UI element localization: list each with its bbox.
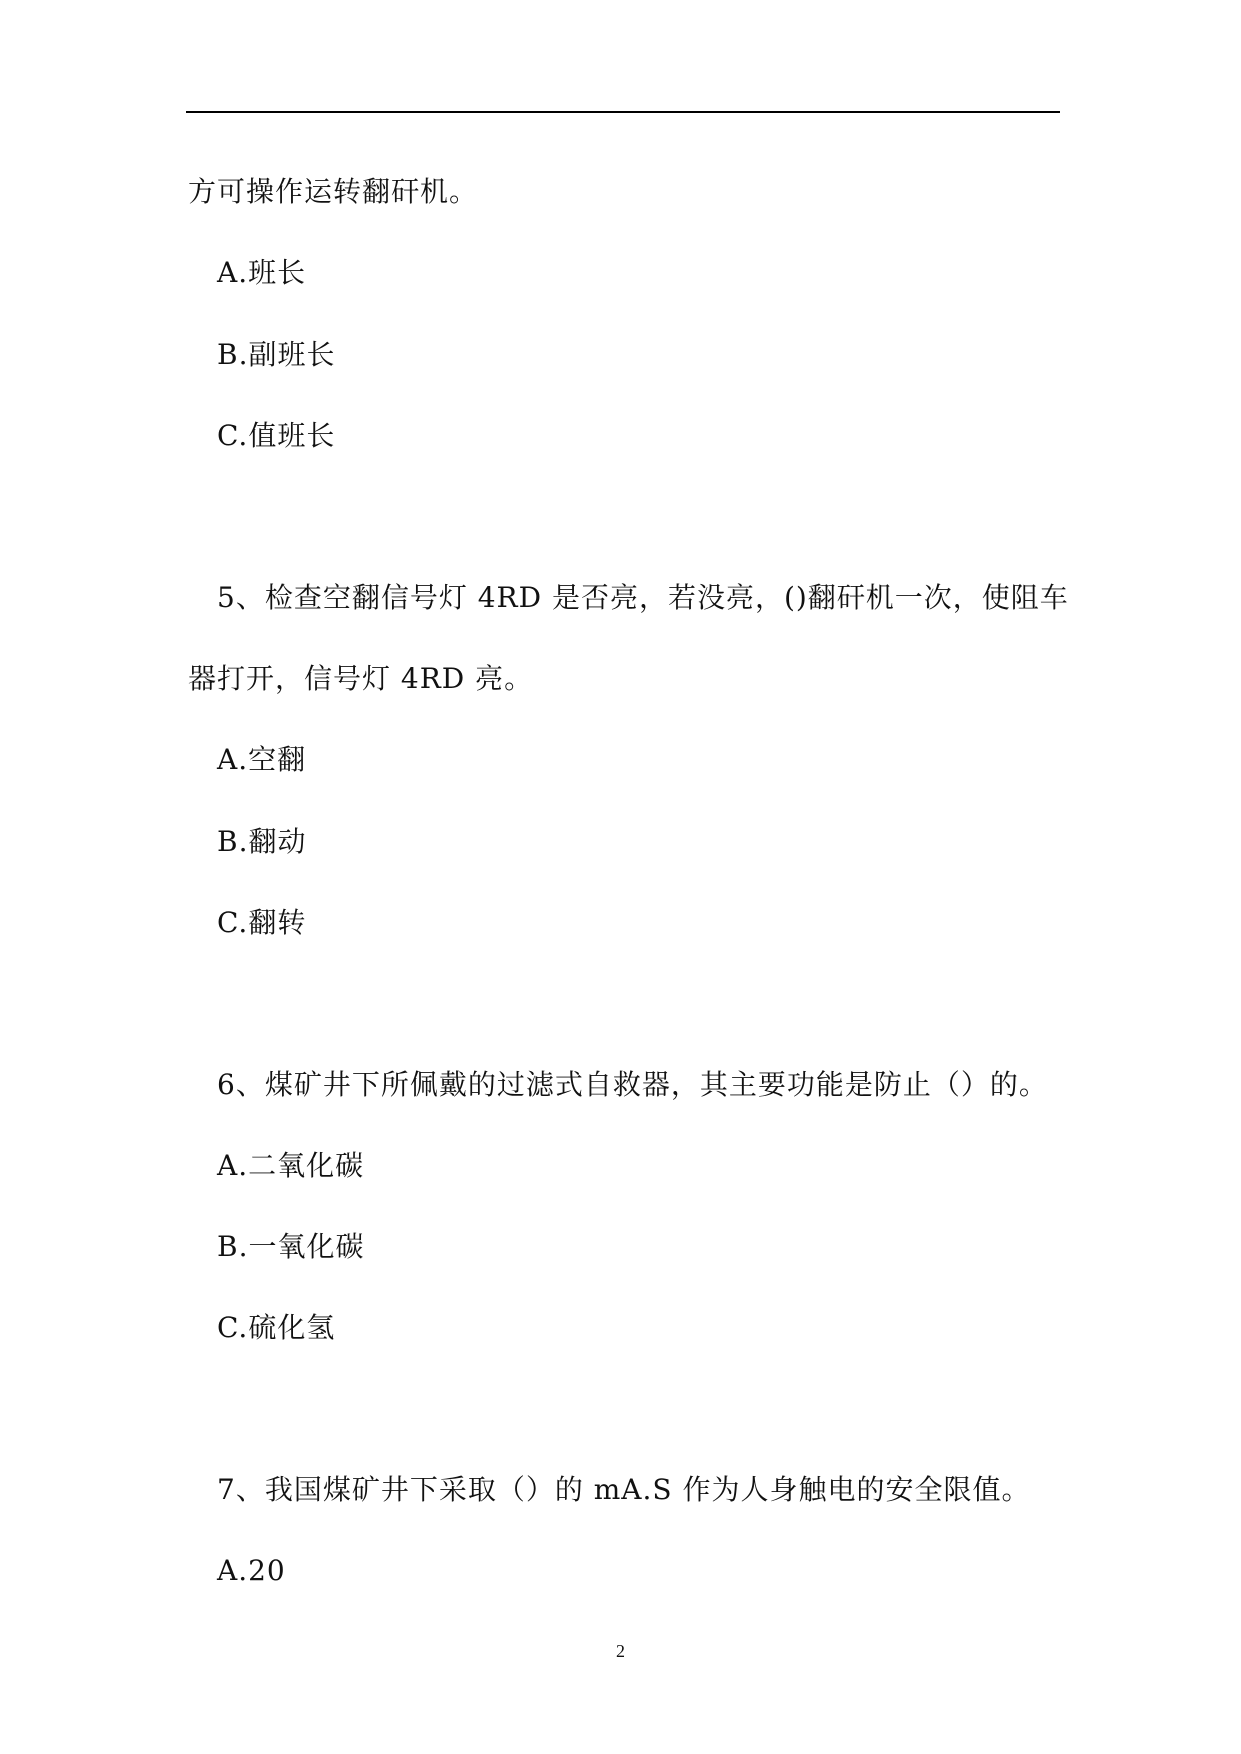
- question-5-text-line2: 器打开，信号灯 4RD 亮。: [188, 662, 534, 695]
- question-5-option-a: A.空翻: [217, 743, 307, 776]
- question-5-option-b: B.翻动: [217, 825, 307, 858]
- question-5-option-c: C.翻转: [217, 906, 307, 939]
- question-6-option-b: B.一氧化碳: [217, 1230, 365, 1263]
- page-number: 2: [616, 1641, 625, 1661]
- question-6-text: 6、煤矿井下所佩戴的过滤式自救器，其主要功能是防止（）的。: [217, 1068, 1048, 1101]
- question-6-option-a: A.二氧化碳: [217, 1149, 365, 1182]
- question-7-text: 7、我国煤矿井下采取（）的 mA.S 作为人身触电的安全限值。: [217, 1473, 1031, 1506]
- question-6-option-c: C.硫化氢: [217, 1311, 336, 1344]
- header-rule: [186, 111, 1060, 113]
- question-4-option-a: A.班长: [217, 256, 307, 289]
- question-4-option-b: B.副班长: [217, 338, 336, 371]
- question-4-option-c: C.值班长: [217, 419, 336, 452]
- question-5-text-line1: 5、检查空翻信号灯 4RD 是否亮，若没亮，()翻矸机一次，使阻车: [217, 581, 1069, 614]
- question-4-continuation: 方可操作运转翻矸机。: [188, 175, 479, 208]
- question-7-option-a: A.20: [217, 1554, 286, 1587]
